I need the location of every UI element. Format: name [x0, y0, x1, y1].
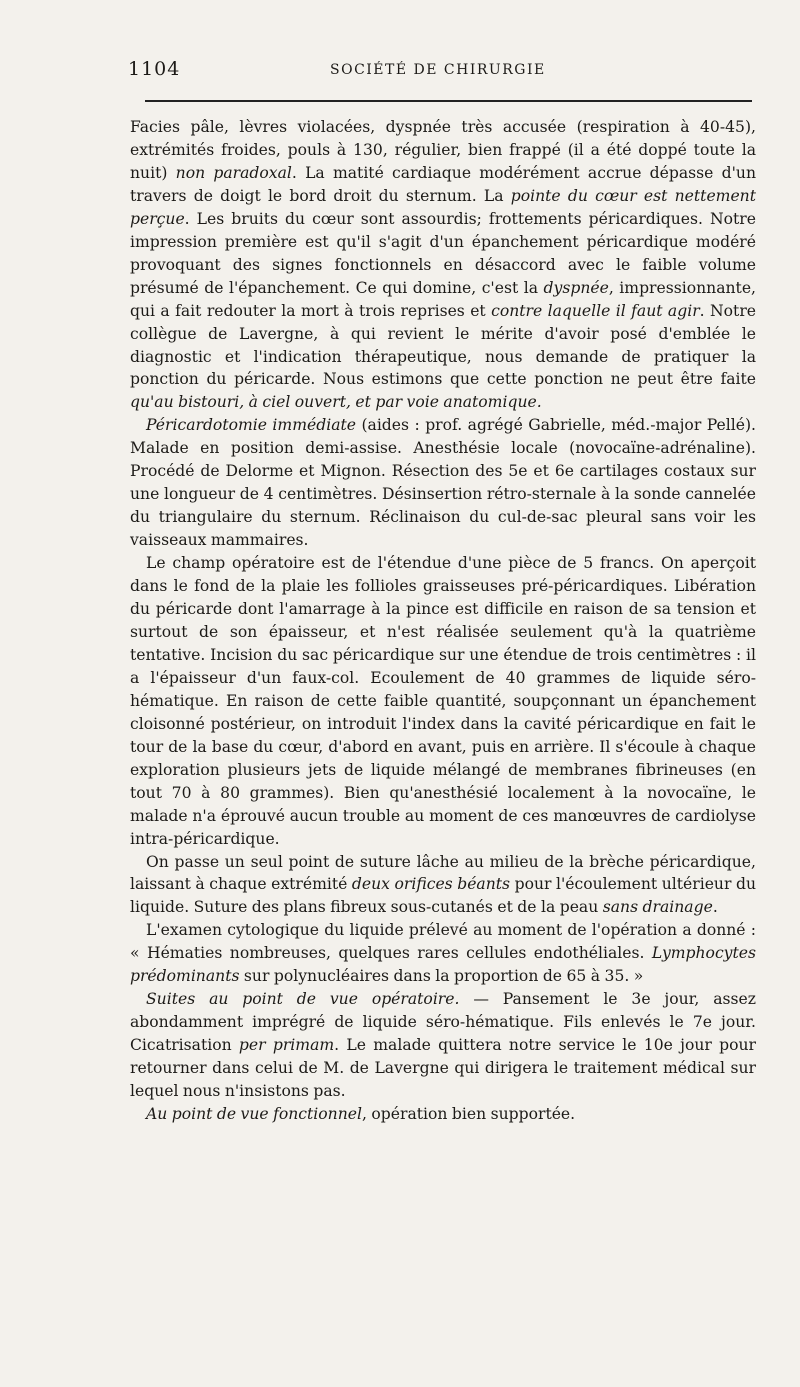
paragraph: [130, 116, 756, 414]
text-run: — Pansement le 3e jour, assez abondamment imprégré de liquide séro-hématique. Fils enlevés le 7e jour. Cicatrisation: [130, 990, 756, 1055]
italic-text: pointe du cœur est nettement perçue: [130, 186, 756, 228]
italic-text: deux orifices béants: [351, 875, 511, 894]
italic-text: sans drainage: [602, 898, 713, 917]
italic-text: dyspnée: [543, 278, 609, 297]
text-run: (aides : prof. agrégé Gabrielle, méd.-major Pellé). Malade en position demi-assise. Anesthésie locale (novocaïne-adrénaline). Procédé de Delorme et Mignon. Résection des 5e et 6e cartilages costaux sur une longueur de 4 centimètres. Désinsertion rétro-sternale à la sonde cannelée du triangulaire du sternum. Réclinaison du cul-de-sac pleural sans voir les vaisseaux mammaires.: [130, 416, 756, 550]
text-run: , impressionnante, qui a fait redouter la mort à trois reprises et: [130, 278, 756, 320]
text-run: sur polynucléaires dans la proportion de 65 à 35. »: [239, 967, 644, 986]
paragraph: [130, 1103, 756, 1126]
text-run: pour l'écoulement ultérieur du liquide. Suture des plans fibreux sous-cutanés et de la peau: [130, 875, 756, 917]
text-run: . Le malade quittera notre service le 10e jour pour retourner dans celui de M. de Lavergne qui dirigera le traitement médical sur lequel nous n'insistons pas.: [130, 1036, 757, 1101]
text-run: .: [712, 898, 718, 917]
text-run: . La matité cardiaque modérément accrue dépasse d'un travers de doigt le bord droit du sternum. La: [130, 163, 756, 205]
running-title: SOCIÉTÉ DE CHIRURGIE: [330, 62, 546, 78]
paragraph: [130, 988, 756, 1103]
italic-text: Au point de vue fonctionnel: [146, 1104, 362, 1123]
italic-text: Péricardotomie immédiate: [146, 416, 356, 435]
text-run: . Les bruits du cœur sont assourdis; frottements péricardiques. Notre impression première est qu'il s'agit d'un épanchement péricardique modéré provoquant des signes fonctionnels en désaccord avec le faible volume présumé de l'épanchement. Ce qui domine, c'est la: [130, 209, 756, 297]
text-run: , opération bien supportée.: [361, 1104, 576, 1123]
paragraph: [130, 552, 756, 850]
text-run: Facies pâle, lèvres violacées, dyspnée très accusée (respiration à 40-45), extrémités froides, pouls à 130, régulier, bien frappé (il a été doppé toute la nuit): [130, 118, 756, 182]
paragraph: [130, 919, 756, 988]
italic-text: contre laquelle il faut agir: [491, 301, 700, 320]
italic-text: per primam: [238, 1036, 335, 1055]
text-run: L'examen cytologique du liquide prélevé au moment de l'opération a donné : « Hématies nombreuses, quelques rares cellules endothéliales.: [130, 921, 756, 963]
italic-text: non paradoxal: [175, 163, 292, 182]
body-text: [130, 116, 756, 1126]
italic-text: Lymphocytes prédominants: [130, 944, 756, 986]
italic-text: Suites au point de vue opératoire.: [146, 990, 460, 1009]
header-rule: [145, 100, 752, 102]
text-run: . Notre collègue de Lavergne, à qui revient le mérite d'avoir posé d'emblée le diagnostic et l'indication thérapeutique, nous demande de pratiquer la ponction du péricarde. Nous estimons que cette ponction ne peut être faite: [130, 301, 756, 389]
paragraph: [130, 851, 756, 920]
page-number: 1104: [128, 58, 181, 80]
paragraph: [130, 414, 756, 552]
text-run: Le champ opératoire est de l'étendue d'une pièce de 5 francs. On aperçoit dans le fond de la plaie les follioles graisseuses pré-péricardiques. Libération du péricarde dont l'amarrage à la pince est difficile en raison de sa tension et surtout de son épaisseur, et n'est réalisée seulement qu'à la quatrième tentative. Incision du sac péricardique sur une étendue de trois centimètres : il a l'épaisseur d'un faux-col. Ecoulement de 40 grammes de liquide séro-hématique. En raison de cette faible quantité, soupçonnant un épanchement cloisonné postérieur, on introduit l'index dans la cavité péricardique en fait le tour de la base du cœur, d'abord en avant, puis en arrière. Il s'écoule à chaque exploration plusieurs jets de liquide mélangé de membranes fibrineuses (en tout 70 à 80 grammes). Bien qu'anesthésié localement à la novocaïne, le malade n'a éprouvé aucun trouble au moment de ces manœuvres de cardiolyse intra-péricardique.: [130, 554, 756, 848]
text-run: On passe un seul point de suture lâche au milieu de la brèche péricardique, laissant à chaque extrémité: [130, 852, 756, 894]
italic-text: qu'au bistouri, à ciel ouvert, et par voie anatomique.: [130, 393, 542, 412]
